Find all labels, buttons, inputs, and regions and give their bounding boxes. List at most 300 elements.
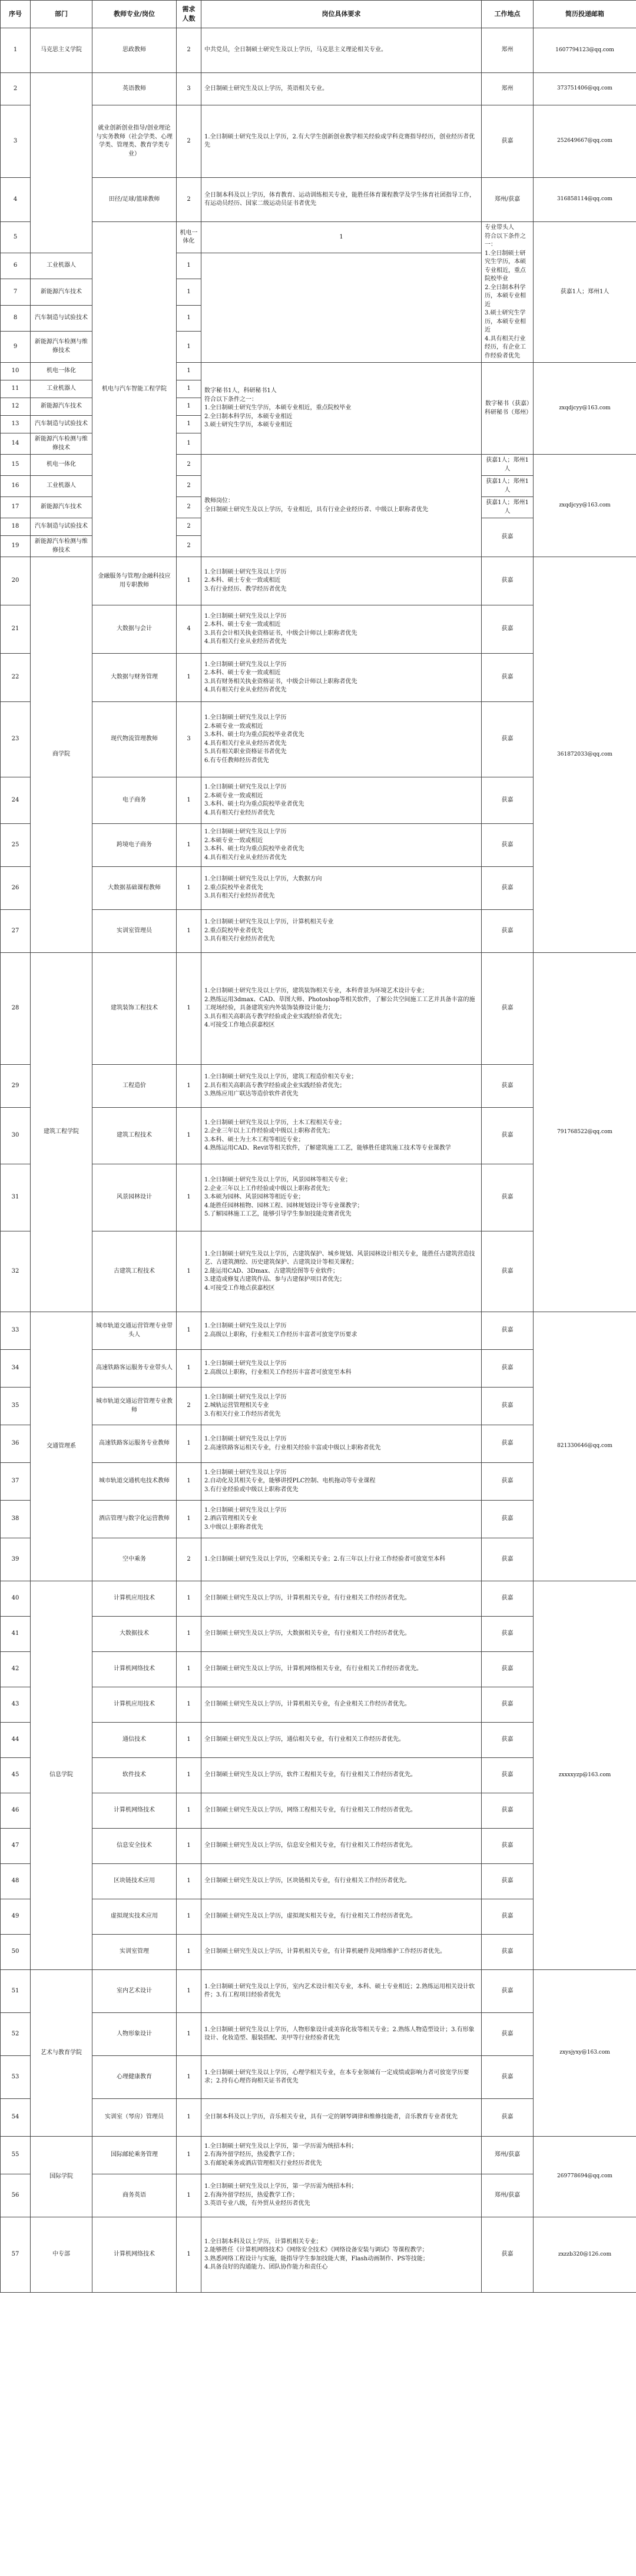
location-cell: 获嘉 xyxy=(482,777,534,824)
header-requirements: 岗位具体要求 xyxy=(201,1,482,28)
location-cell: 获嘉 xyxy=(482,1425,534,1463)
headcount-cell: 2 xyxy=(177,536,201,557)
headcount-cell: 1 xyxy=(177,953,201,1065)
email-cell: 269778694@qq.com xyxy=(534,2137,636,2217)
requirements-cell: 全日制硕士研究生及以上学历，区块链相关专业，有行业相关工作经历者优先。 xyxy=(201,1864,482,1899)
location-cell: 获嘉1人；郑州1人 xyxy=(482,497,534,518)
position-cell: 工业机器人 xyxy=(31,476,92,497)
header-no: 序号 xyxy=(1,1,31,28)
requirements-cell: 1.全日制硕士研究生及以上学历，风景园林等相关专业； 2.企业三年以上工作经验或中级以上职称者优先； 3.本硕为园林、风景园林等相近专业； 4.能胜任园林植物、园林工程、园林规划设计等专业课教学； 5.了解园林施工工艺，能够引导学生参加技能竞赛者优先 xyxy=(201,1164,482,1231)
email-cell: 316858114@qq.com xyxy=(534,178,636,222)
requirements-cell: 全日制本科及以上学历，音乐相关专业，具有一定的钢琴调律和维修技能者，音乐教育专业者优先 xyxy=(201,2099,482,2137)
requirements-cell: 全日制硕士研究生及以上学历，软件工程相关专业，有行业相关工作经历者优先。 xyxy=(201,1758,482,1793)
email-cell: zxqdjcyy@163.com xyxy=(534,363,636,455)
requirements-cell: 全日制硕士研究生及以上学历，英语相关专业。 xyxy=(201,73,482,105)
position-cell: 心理健康教育 xyxy=(92,2056,177,2099)
position-cell: 城市轨道交通机电技术教师 xyxy=(92,1463,177,1501)
position-cell: 新能源汽车技术 xyxy=(31,497,92,518)
headcount-cell: 1 xyxy=(177,1164,201,1231)
requirements-cell: 1.全日制硕士研究生及以上学历，人物形象设计或美容化妆等相关专业；2.熟练人物造型设计；3.有形象设计、化妆造型、服装搭配、美甲等行业经验者优先 xyxy=(201,2013,482,2056)
headcount-cell: 1 xyxy=(177,1829,201,1864)
headcount-cell: 1 xyxy=(177,1687,201,1723)
location-cell: 获嘉 xyxy=(482,557,534,605)
requirements-cell: 全日制硕士研究生及以上学历，信息安全相关专业，有行业相关工作经历者优先。 xyxy=(201,1829,482,1864)
location-cell: 获嘉1人；郑州1人 xyxy=(482,476,534,497)
location-cell: 获嘉 xyxy=(482,2099,534,2137)
row-number: 9 xyxy=(1,331,31,362)
headcount-cell: 1 xyxy=(177,1581,201,1617)
headcount-cell: 1 xyxy=(177,433,201,455)
position-cell: 计算机网络技术 xyxy=(92,2217,177,2293)
requirements-cell: 1.全日制硕士研究生及以上学历 2.高级以上职称，行业相关工作经历丰富者可放宽学历要求 xyxy=(201,1312,482,1350)
requirements-cell: 1.全日制硕士研究生及以上学历，土木工程相关专业； 2.企业三年以上工作经验或中级以上职称者优先； 3.本科、硕士为土木工程等相近专业； 4.熟练运用CAD、Revit等相关软件，了解建筑施工工艺，能够胜任建筑施工技术等专业课教学 xyxy=(201,1108,482,1164)
row-number: 28 xyxy=(1,953,31,1065)
row-number: 57 xyxy=(1,2217,31,2293)
headcount-cell: 1 xyxy=(201,222,482,253)
requirements-cell: 1.全日制硕士研究生及以上学历 2.本硕专业一致或相近 3.本科、硕士均为重点院校毕业者优先 4.具有相关行业经历者优先 xyxy=(201,777,482,824)
location-cell: 获嘉 xyxy=(482,105,534,178)
requirements-cell: 1.全日制硕士研究生及以上学历，2.有大学生创新创业教学相关经验或学科竞赛指导经历，创业经历者优先 xyxy=(201,105,482,178)
location-cell: 获嘉 xyxy=(482,910,534,953)
row-number: 43 xyxy=(1,1687,31,1723)
position-cell: 大数据基础课程教师 xyxy=(92,867,177,910)
row-number: 41 xyxy=(1,1617,31,1652)
position-cell: 虚拟现实技术应用 xyxy=(92,1899,177,1935)
position-cell: 信息安全技术 xyxy=(92,1829,177,1864)
headcount-cell: 2 xyxy=(177,476,201,497)
headcount-cell: 1 xyxy=(177,1864,201,1899)
row-number: 35 xyxy=(1,1388,31,1425)
row-number: 8 xyxy=(1,305,31,331)
department-cell: 商学院 xyxy=(31,557,92,953)
location-cell: 获嘉 xyxy=(482,1758,534,1793)
position-cell: 高速铁路客运服务专业教师 xyxy=(92,1425,177,1463)
headcount-cell: 2 xyxy=(177,28,201,73)
position-cell: 古建筑工程技术 xyxy=(92,1231,177,1312)
table-row xyxy=(1,1581,636,1617)
location-cell: 获嘉 xyxy=(482,518,534,557)
requirements-cell: 全日制硕士研究生及以上学历，计算机相关专业，有行业相关工作经历者优先。 xyxy=(201,1581,482,1617)
department-cell: 信息学院 xyxy=(31,1581,92,1970)
requirements-cell: 1.全日制硕士研究生及以上学历，空乘相关专业；2.有三年以上行业工作经验者可放宽至本科 xyxy=(201,1538,482,1581)
row-number: 23 xyxy=(1,702,31,777)
row-number: 7 xyxy=(1,279,31,305)
headcount-cell: 1 xyxy=(177,398,201,416)
position-cell: 高速铁路客运服务专业带头人 xyxy=(92,1350,177,1388)
headcount-cell: 1 xyxy=(177,1723,201,1758)
location-cell: 获嘉 xyxy=(482,1581,534,1617)
location-cell: 获嘉 xyxy=(482,1829,534,1864)
row-number: 46 xyxy=(1,1793,31,1829)
location-cell: 获嘉 xyxy=(482,702,534,777)
requirements-cell: 1.全日制硕士研究生及以上学历 2.高速铁路客运相关专业，行业相关经验丰富或中级以上职称者优先 xyxy=(201,1425,482,1463)
position-cell: 田径/足球/篮球教师 xyxy=(92,178,177,222)
position-cell: 就业创新创业指导/创业理论与实务教师（社会学类、心理学类、管理类、教育学类专业） xyxy=(92,105,177,178)
header-major: 教师专业/岗位 xyxy=(92,1,177,28)
position-cell: 实训室管理员 xyxy=(92,910,177,953)
position-cell: 新能源汽车检测与维修技术 xyxy=(31,536,92,557)
requirements-cell: 1.全日制硕士研究生及以上学历，第一学历需为统招本科； 2.有海外留学经历，热爱教学工作； 3.英语专业八级，有外贸从业经历者优先 xyxy=(201,2174,482,2217)
headcount-cell: 1 xyxy=(177,2217,201,2293)
email-cell: 821330646@qq.com xyxy=(534,1312,636,1581)
location-cell: 获嘉 xyxy=(482,1501,534,1538)
row-number: 38 xyxy=(1,1501,31,1538)
position-cell: 机电一体化 xyxy=(177,222,201,253)
requirements-cell: 1.全日制硕士研究生及以上学历，建筑装饰相关专业，本科背景为环境艺术设计专业； 2.熟练运用3dmax、CAD、草图大师、Photoshop等相关软件，了解公共空间施工工艺并具备丰富的施工现场经验，具备建筑室内外装饰装修设计能力； 3.具有相关高职高专教学经验或企业实践经验者优先； 4.可接受工作地点获嘉校区 xyxy=(201,953,482,1065)
position-cell: 建筑工程技术 xyxy=(92,1108,177,1164)
position-cell: 城市轨道交通运营管理专业带头人 xyxy=(92,1312,177,1350)
location-cell: 获嘉 xyxy=(482,1312,534,1350)
department-cell: 中专部 xyxy=(31,2217,92,2293)
requirements-cell: 全日制硕士研究生及以上学历，通信相关专业，有行业相关工作经历者优先。 xyxy=(201,1723,482,1758)
row-number: 6 xyxy=(1,253,31,279)
row-number: 2 xyxy=(1,73,31,105)
headcount-cell: 1 xyxy=(177,363,201,380)
row-number: 15 xyxy=(1,455,31,476)
location-cell: 获嘉 xyxy=(482,1065,534,1108)
location-cell: 获嘉 xyxy=(482,1108,534,1164)
requirements-cell: 1.全日制硕士研究生及以上学历，心理学相关专业，在本专业领域有一定成绩或影响力者可放宽学历要求；2.持有心理咨询相关证书者优先 xyxy=(201,2056,482,2099)
location-cell: 获嘉1人；郑州1人 xyxy=(534,222,636,363)
headcount-cell: 1 xyxy=(177,1617,201,1652)
location-cell: 郑州 xyxy=(482,28,534,73)
header-email: 简历投递邮箱 xyxy=(534,1,636,28)
header-location: 工作地点 xyxy=(482,1,534,28)
position-cell: 人物形象设计 xyxy=(92,2013,177,2056)
location-cell: 获嘉 xyxy=(482,1935,534,1970)
headcount-cell: 2 xyxy=(177,455,201,476)
headcount-cell: 1 xyxy=(177,2174,201,2217)
location-cell: 获嘉 xyxy=(482,867,534,910)
location-cell: 获嘉 xyxy=(482,1687,534,1723)
row-number: 21 xyxy=(1,605,31,654)
row-number: 34 xyxy=(1,1350,31,1388)
position-cell: 室内艺术设计 xyxy=(92,1970,177,2013)
location-cell: 获嘉 xyxy=(482,1231,534,1312)
row-number: 45 xyxy=(1,1758,31,1793)
requirements-cell: 1.全日制本科及以上学历，计算机相关专业； 2.能够胜任《计算机网络技术》《网络安全技术》《网络设备安装与调试》等课程教学； 3.熟悉网络工程设计与实施，能指导学生参加技能大赛，Flash动画制作、PS等技能； 4.具备良好的沟通能力、团队协作能力和责任心 xyxy=(201,2217,482,2293)
headcount-cell: 1 xyxy=(177,1970,201,2013)
position-cell: 新能源汽车技术 xyxy=(31,279,92,305)
headcount-cell: 1 xyxy=(177,1108,201,1164)
location-cell: 获嘉 xyxy=(482,2013,534,2056)
location-cell: 郑州 xyxy=(482,73,534,105)
position-cell: 金融服务与管理/金融科技应用专职教师 xyxy=(92,557,177,605)
requirements-cell: 1.全日制硕士研究生及以上学历，第一学历需为统招本科； 2.有海外留学经历，热爱教学工作； 3.有邮轮乘务或酒店管理相关行业经历者优先 xyxy=(201,2137,482,2174)
headcount-cell: 1 xyxy=(177,1350,201,1388)
table-row xyxy=(1,73,636,105)
location-cell: 获嘉 xyxy=(482,953,534,1065)
requirements-cell: 1.全日制硕士研究生及以上学历，大数据方向 2.重点院校毕业者优先 3.具有相关行业经历者优先 xyxy=(201,867,482,910)
requirements-cell: 1.全日制硕士研究生及以上学历，古建筑保护、城乡规划、风景园林设计相关专业，能胜任古建筑营造技艺、古建筑测绘、历史建筑保护、古建筑设计等相关课程； 2.能运用CAD、3Dmax、古建筑绘图等专业软件； 3.建造或修复古建筑作品、参与古建保护项目者优先； 4.可接受工作地点获嘉校区 xyxy=(201,1231,482,1312)
position-cell: 工业机器人 xyxy=(31,253,92,279)
headcount-cell: 2 xyxy=(177,105,201,178)
row-number: 22 xyxy=(1,654,31,702)
headcount-cell: 2 xyxy=(177,178,201,222)
location-cell: 获嘉 xyxy=(482,1652,534,1687)
department-cell: 国际学院 xyxy=(31,2137,92,2217)
table-row xyxy=(1,178,636,222)
table-row xyxy=(1,28,636,73)
position-cell: 计算机网络技术 xyxy=(92,1652,177,1687)
location-cell: 获嘉 xyxy=(482,1793,534,1829)
requirements-cell: 中共党员，全日制硕士研究生及以上学历，马克思主义理论相关专业。 xyxy=(201,28,482,73)
requirements-cell: 全日制硕士研究生及以上学历，虚拟现实相关专业，有行业相关工作经历者优先。 xyxy=(201,1899,482,1935)
position-cell: 英语教师 xyxy=(92,73,177,105)
table-row xyxy=(1,953,636,1065)
requirements-cell: 1.全日制硕士研究生及以上学历 2.高级以上职称，行业相关工作经历丰富者可放宽至本科 xyxy=(201,1350,482,1388)
email-cell: 791768522@qq.com xyxy=(534,953,636,1312)
location-cell: 获嘉 xyxy=(482,654,534,702)
headcount-cell: 1 xyxy=(177,2056,201,2099)
requirements-cell: 1.全日制硕士研究生及以上学历 2.城轨运营管理相关专业 3.有相关行业工作经历者优先 xyxy=(201,1388,482,1425)
row-number: 30 xyxy=(1,1108,31,1164)
row-number: 40 xyxy=(1,1581,31,1617)
headcount-cell: 1 xyxy=(177,2137,201,2174)
headcount-cell: 1 xyxy=(177,1463,201,1501)
email-cell: zxqdjcyy@163.com xyxy=(534,455,636,557)
row-number: 3 xyxy=(1,105,31,178)
row-number: 10 xyxy=(1,363,31,380)
headcount-cell: 1 xyxy=(177,416,201,433)
headcount-cell: 2 xyxy=(177,1388,201,1425)
row-number: 19 xyxy=(1,536,31,557)
headcount-cell: 1 xyxy=(177,867,201,910)
row-number: 39 xyxy=(1,1538,31,1581)
requirements-cell: 1.全日制硕士研究生及以上学历，室内艺术设计相关专业，本科、硕士专业相近；2.熟练运用相关设计软件；3.有工程项目经验者优先 xyxy=(201,1970,482,2013)
row-number: 1 xyxy=(1,28,31,73)
row-number: 24 xyxy=(1,777,31,824)
headcount-cell: 4 xyxy=(177,605,201,654)
row-number: 14 xyxy=(1,433,31,455)
headcount-cell: 1 xyxy=(177,1935,201,1970)
requirements-cell: 全日制硕士研究生及以上学历，计算机相关专业，有企业相关工作经历者优先。 xyxy=(201,1687,482,1723)
position-cell: 机电一体化 xyxy=(31,455,92,476)
email-cell: zxzzb320@126.com xyxy=(534,2217,636,2293)
position-cell: 建筑装饰工程技术 xyxy=(92,953,177,1065)
headcount-cell: 1 xyxy=(177,1425,201,1463)
row-number: 33 xyxy=(1,1312,31,1350)
location-cell: 获嘉 xyxy=(482,824,534,867)
position-cell: 国际邮轮乘务管理 xyxy=(92,2137,177,2174)
position-cell: 新能源汽车检测与维修技术 xyxy=(31,331,92,362)
row-number: 16 xyxy=(1,476,31,497)
position-cell: 酒店管理与数字化运营教师 xyxy=(92,1501,177,1538)
row-number: 48 xyxy=(1,1864,31,1899)
position-cell: 计算机网络技术 xyxy=(92,1793,177,1829)
department-cell: 马克思主义学院 xyxy=(31,28,92,73)
position-cell: 汽车制造与试验技术 xyxy=(31,305,92,331)
headcount-cell: 1 xyxy=(177,279,201,305)
requirements-cell: 1.全日制硕士研究生及以上学历 2.本科、硕士专业一致或相近 3.具有财务相关执业资格证书，中级会计师以上职称者优先 4.具有相关行业从业经历者优先 xyxy=(201,654,482,702)
table-row xyxy=(1,1970,636,2013)
position-cell: 新能源汽车检测与维修技术 xyxy=(31,433,92,455)
requirements-cell: 全日制本科及以上学历，体育教育、运动训练相关专业，能胜任体育课程教学及学生体育社团指导工作，有运动员经历、国家二级运动员证书者优先 xyxy=(201,178,482,222)
requirements-cell: 专业带头人 符合以下条件之一： 1.全日制硕士研究生学历，本硕专业相近，重点院校毕业 2.全日制本科学历，本硕专业相近 3.硕士研究生学历，本硕专业相近 4.具有相关行业经历，有企业工作经验者优先 xyxy=(482,222,534,363)
row-number: 56 xyxy=(1,2174,31,2217)
email-cell: 373751406@qq.com xyxy=(534,73,636,105)
row-number: 51 xyxy=(1,1970,31,2013)
table-row xyxy=(1,222,636,253)
location-cell: 获嘉 xyxy=(482,1970,534,2013)
headcount-cell: 3 xyxy=(177,73,201,105)
department-cell: 交通管理系 xyxy=(31,1312,92,1581)
requirements-cell: 1.全日制硕士研究生及以上学历 2.自动化及其相关专业，能够讲授PLC控制、电机拖动等专业课程 3.有行业经验或中级以上职称者优先 xyxy=(201,1463,482,1501)
position-cell: 计算机应用技术 xyxy=(92,1687,177,1723)
department-cell: 机电与汽车智能工程学院 xyxy=(92,222,177,557)
row-number: 54 xyxy=(1,2099,31,2137)
requirements-cell: 1.全日制硕士研究生及以上学历，建筑工程造价相关专业； 2.具有相关高职高专教学经验或企业实践经验者优先； 3.熟练应用广联达等造价软件者优先 xyxy=(201,1065,482,1108)
table-row xyxy=(1,557,636,605)
position-cell: 新能源汽车技术 xyxy=(31,398,92,416)
requirements-cell: 全日制硕士研究生及以上学历，网络工程相关专业，有行业相关工作经历者优先。 xyxy=(201,1793,482,1829)
headcount-cell: 1 xyxy=(177,2013,201,2056)
position-cell: 思政教师 xyxy=(92,28,177,73)
position-cell: 商务英语 xyxy=(92,2174,177,2217)
row-number: 5 xyxy=(1,222,31,253)
location-cell: 郑州/获嘉 xyxy=(482,2137,534,2174)
position-cell: 城市轨道交通运营管理专业教师 xyxy=(92,1388,177,1425)
headcount-cell: 2 xyxy=(177,497,201,518)
position-cell: 大数据技术 xyxy=(92,1617,177,1652)
headcount-cell: 1 xyxy=(177,1501,201,1538)
header-row xyxy=(1,1,636,28)
location-cell: 获嘉 xyxy=(482,1164,534,1231)
position-cell: 现代物流管理教师 xyxy=(92,702,177,777)
requirements-cell: 全日制硕士研究生及以上学历，大数据相关专业，有行业相关工作经历者优先。 xyxy=(201,1617,482,1652)
requirements-cell: 1.全日制硕士研究生及以上学历 2.本科、硕士专业一致或相近 3.有行业经历、教学经历者优先 xyxy=(201,557,482,605)
email-cell: 361872033@qq.com xyxy=(534,557,636,953)
position-cell: 区块链技术应用 xyxy=(92,1864,177,1899)
location-cell: 获嘉 xyxy=(482,605,534,654)
location-cell: 郑州/获嘉 xyxy=(482,2174,534,2217)
position-cell: 大数据与会计 xyxy=(92,605,177,654)
position-cell: 跨境电子商务 xyxy=(92,824,177,867)
position-cell: 实训室管理 xyxy=(92,1935,177,1970)
email-cell: 252649667@qq.com xyxy=(534,105,636,178)
table-row xyxy=(1,2217,636,2293)
row-number: 25 xyxy=(1,824,31,867)
row-number: 42 xyxy=(1,1652,31,1687)
row-number: 55 xyxy=(1,2137,31,2174)
location-cell: 获嘉 xyxy=(482,1864,534,1899)
location-cell: 获嘉 xyxy=(482,1617,534,1652)
row-number: 29 xyxy=(1,1065,31,1108)
header-count: 需求人数 xyxy=(177,1,201,28)
row-number: 18 xyxy=(1,518,31,536)
row-number: 37 xyxy=(1,1463,31,1501)
headcount-cell: 1 xyxy=(177,1312,201,1350)
location-cell: 获嘉 xyxy=(482,2056,534,2099)
position-cell: 通信技术 xyxy=(92,1723,177,1758)
row-number: 26 xyxy=(1,867,31,910)
location-cell: 获嘉 xyxy=(482,1899,534,1935)
location-cell: 郑州/获嘉 xyxy=(482,178,534,222)
headcount-cell: 1 xyxy=(177,331,201,362)
position-cell: 大数据与财务管理 xyxy=(92,654,177,702)
row-number: 47 xyxy=(1,1829,31,1864)
row-number: 50 xyxy=(1,1935,31,1970)
header-dept: 部门 xyxy=(31,1,92,28)
location-cell: 数字秘书（获嘉）科研秘书（郑州） xyxy=(482,363,534,455)
row-number: 13 xyxy=(1,416,31,433)
row-number: 32 xyxy=(1,1231,31,1312)
row-number: 12 xyxy=(1,398,31,416)
position-cell: 工业机器人 xyxy=(31,380,92,398)
department-cell: 艺术与教育学院 xyxy=(31,1970,92,2137)
headcount-cell: 3 xyxy=(177,702,201,777)
headcount-cell: 1 xyxy=(177,305,201,331)
row-number: 36 xyxy=(1,1425,31,1463)
email-cell: zxxxxyzp@163.com xyxy=(534,1581,636,1970)
headcount-cell: 1 xyxy=(177,253,201,279)
table-row xyxy=(1,2137,636,2174)
headcount-cell: 1 xyxy=(177,1065,201,1108)
requirements-cell: 1.全日制硕士研究生及以上学历 2.本科、硕士专业一致或相近 3.具有会计相关执业资格证书，中级会计师以上职称者优先 4.具有相关行业从业经历者优先 xyxy=(201,605,482,654)
location-cell: 获嘉 xyxy=(482,1463,534,1501)
headcount-cell: 1 xyxy=(177,2099,201,2137)
location-cell: 获嘉 xyxy=(482,1538,534,1581)
position-cell: 机电一体化 xyxy=(31,363,92,380)
headcount-cell: 1 xyxy=(177,380,201,398)
location-cell: 获嘉 xyxy=(482,2217,534,2293)
position-cell: 电子商务 xyxy=(92,777,177,824)
location-cell: 获嘉 xyxy=(482,1388,534,1425)
headcount-cell: 1 xyxy=(177,654,201,702)
position-cell: 风景园林设计 xyxy=(92,1164,177,1231)
headcount-cell: 1 xyxy=(177,1793,201,1829)
requirements-cell: 1.全日制硕士研究生及以上学历 2.本硕专业一致或相近 3.本科、硕士均为重点院校毕业者优先 4.具有相关行业从业经历者优先 xyxy=(201,824,482,867)
headcount-cell: 2 xyxy=(177,518,201,536)
location-cell: 获嘉1人；郑州1人 xyxy=(482,455,534,476)
headcount-cell: 1 xyxy=(177,1758,201,1793)
position-cell: 汽车制造与试验技术 xyxy=(31,416,92,433)
location-cell: 获嘉 xyxy=(482,1723,534,1758)
row-number: 49 xyxy=(1,1899,31,1935)
requirements-cell: 教师岗位： 全日制硕士研究生及以上学历，专业相近，具有行业企业经历者、中级以上职称者优先 xyxy=(201,455,482,557)
headcount-cell: 2 xyxy=(177,1538,201,1581)
table-row xyxy=(1,105,636,178)
position-cell: 工程造价 xyxy=(92,1065,177,1108)
requirements-cell: 1.全日制硕士研究生及以上学历 2.本硕专业一致或相近 3.本科、硕士均为重点院校毕业者优先 4.具有相关行业从业经历者优先 5.具有相关职业资格证书者优先 6.有专任教师经历者优先 xyxy=(201,702,482,777)
headcount-cell: 1 xyxy=(177,1652,201,1687)
department-cell xyxy=(31,73,92,253)
requirements-cell: 1.全日制硕士研究生及以上学历 2.酒店管理相关专业 3.中级以上职称者优先 xyxy=(201,1501,482,1538)
headcount-cell: 1 xyxy=(177,557,201,605)
headcount-cell: 1 xyxy=(177,1231,201,1312)
requirements-cell: 全日制硕士研究生及以上学历，计算机相关专业，有计算机硬件及网络维护工作经历者优先。 xyxy=(201,1935,482,1970)
position-cell: 软件技术 xyxy=(92,1758,177,1793)
requirements-cell: 数字秘书1人，科研秘书1人 符合以下条件之一： 1.全日制硕士研究生学历，本硕专业相近，重点院校毕业 2.全日制本科学历，本硕专业相近 3.硕士研究生学历，本硕专业相近 xyxy=(201,363,482,455)
row-number: 53 xyxy=(1,2056,31,2099)
table-row xyxy=(1,1312,636,1350)
headcount-cell: 1 xyxy=(177,777,201,824)
row-number: 11 xyxy=(1,380,31,398)
row-number: 27 xyxy=(1,910,31,953)
location-cell: 获嘉 xyxy=(482,1350,534,1388)
position-cell: 实训室（琴房）管理员 xyxy=(92,2099,177,2137)
row-number: 20 xyxy=(1,557,31,605)
headcount-cell: 1 xyxy=(177,824,201,867)
position-cell: 空中乘务 xyxy=(92,1538,177,1581)
requirements-cell: 全日制硕士研究生及以上学历，计算机网络相关专业，有行业相关工作经历者优先。 xyxy=(201,1652,482,1687)
department-cell: 建筑工程学院 xyxy=(31,953,92,1312)
row-number: 31 xyxy=(1,1164,31,1231)
email-cell: 1607794123@qq.com xyxy=(534,28,636,73)
row-number: 44 xyxy=(1,1723,31,1758)
email-cell: zxysjyxy@163.com xyxy=(534,1970,636,2137)
row-number: 52 xyxy=(1,2013,31,2056)
